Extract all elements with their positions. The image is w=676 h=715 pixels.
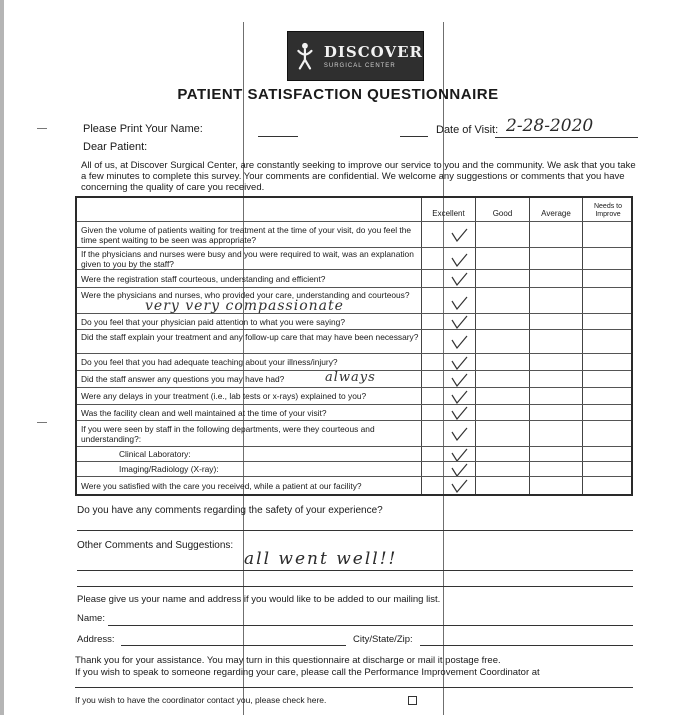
name-line-end xyxy=(400,136,428,137)
intro-paragraph: All of us, at Discover Surgical Center, are constantly seeking to improve our service to you and the community. We ask that you take a few minutes to complete this survey. Your comments are confidential. We welcome any suggestions or comments that you have concerning the quality of care you received. xyxy=(81,160,636,193)
checkmark-icon[interactable] xyxy=(450,315,468,329)
mail-name-label: Name: xyxy=(77,613,105,624)
question-row xyxy=(77,387,631,405)
phone-line[interactable] xyxy=(75,687,633,688)
question-text: Imaging/Radiology (X-ray): xyxy=(119,464,219,474)
logo xyxy=(287,31,424,81)
question-row xyxy=(77,221,631,248)
logo-tagline: SURGICAL CENTER xyxy=(323,63,396,69)
margin-mark xyxy=(37,128,47,129)
col-header-average: Average xyxy=(541,209,571,218)
name-label: Please Print Your Name: xyxy=(83,123,203,135)
checkmark-icon[interactable] xyxy=(450,406,468,420)
row-comment: very very compassionate xyxy=(145,298,344,314)
question-text: If the physicians and nurses were busy and you were required to wait, was an explanation given to you by the staff? xyxy=(81,249,414,269)
address-label: Address: xyxy=(77,634,115,645)
question-text: Did the staff answer any questions you may have had? xyxy=(81,374,285,384)
question-text: Were the physicians and nurses, who provided your care, understanding and courteous? xyxy=(81,290,410,300)
contact-checkbox[interactable] xyxy=(408,696,417,705)
checkmark-icon[interactable] xyxy=(450,427,468,441)
checkmark-icon[interactable] xyxy=(450,390,468,404)
question-text: Clinical Laboratory: xyxy=(119,449,191,459)
checkmark-icon[interactable] xyxy=(450,335,468,349)
address-line[interactable] xyxy=(121,645,346,646)
question-text: Were the registration staff courteous, understanding and efficient? xyxy=(81,274,326,284)
city-label: City/State/Zip: xyxy=(353,634,413,645)
checkmark-icon[interactable] xyxy=(450,448,468,462)
question-text: Were you satisfied with the care you received, while a patient at our facility? xyxy=(81,481,362,491)
question-row-sub xyxy=(77,446,631,462)
question-row xyxy=(77,329,631,354)
question-row xyxy=(77,269,631,288)
checkmark-icon[interactable] xyxy=(450,479,468,493)
comments-line[interactable] xyxy=(77,586,633,587)
mailing-text: Please give us your name and address if you would like to be added to our mailing list. xyxy=(77,594,441,605)
figure-logo-icon xyxy=(294,35,316,77)
question-row xyxy=(77,476,631,495)
question-row xyxy=(77,420,631,447)
col-header-needs-improve: Needs to Improve xyxy=(593,203,623,218)
col-header-excellent: Excellent xyxy=(432,209,465,218)
question-row xyxy=(77,370,631,388)
checkmark-icon[interactable] xyxy=(450,463,468,477)
question-text: Do you feel that your physician paid attention to what you were saying? xyxy=(81,317,345,327)
checkmark-icon[interactable] xyxy=(450,296,468,310)
question-text: Were any delays in your treatment (i.e., lab tests or x-rays) explained to you? xyxy=(81,391,367,401)
safety-question: Do you have any comments regarding the safety of your experience? xyxy=(77,505,383,516)
question-row xyxy=(77,247,631,270)
checkmark-icon[interactable] xyxy=(450,228,468,242)
question-text: Do you feel that you had adequate teaching about your illness/injury? xyxy=(81,357,338,367)
date-value: 2-28-2020 xyxy=(506,116,594,136)
date-line[interactable] xyxy=(495,137,638,138)
name-line[interactable] xyxy=(258,136,298,137)
checkmark-icon[interactable] xyxy=(450,253,468,267)
comments-line[interactable] xyxy=(77,570,633,571)
mail-name-line[interactable] xyxy=(108,625,633,626)
question-row-sub xyxy=(77,461,631,477)
logo-name: DISCOVER xyxy=(323,43,423,61)
question-row xyxy=(77,404,631,421)
checkmark-icon[interactable] xyxy=(450,356,468,370)
other-comments-label: Other Comments and Suggestions: xyxy=(77,540,234,551)
ratings-table xyxy=(75,196,633,496)
checkmark-icon[interactable] xyxy=(450,272,468,286)
speak-text: If you wish to speak to someone regarding your care, please call the Performance Improvement Coordinator at xyxy=(75,667,540,678)
question-row xyxy=(77,313,631,330)
question-text: Did the staff explain your treatment and any follow-up care that may have been necessary? xyxy=(81,332,419,342)
row-comment: always xyxy=(325,370,376,385)
thanks-text: Thank you for your assistance. You may turn in this questionnaire at discharge or mail it postage free. xyxy=(75,655,501,666)
other-comments-value: all went well!! xyxy=(244,549,398,569)
check-text: If you wish to have the coordinator contact you, please check here. xyxy=(75,695,327,705)
question-row xyxy=(77,353,631,371)
checkmark-icon[interactable] xyxy=(450,373,468,387)
margin-mark xyxy=(37,422,47,423)
greeting: Dear Patient: xyxy=(83,141,148,153)
page-title: PATIENT SATISFACTION QUESTIONNAIRE xyxy=(177,86,499,103)
safety-answer-line[interactable] xyxy=(77,530,633,531)
question-text: Given the volume of patients waiting for treatment at the time of your visit, do you feel the time spent waiting to be seen was appropriate? xyxy=(81,225,412,245)
date-label: Date of Visit: xyxy=(436,124,499,136)
col-header-good: Good xyxy=(492,209,513,218)
question-text: If you were seen by staff in the following departments, were they courteous and understanding?: xyxy=(81,424,375,444)
question-row xyxy=(77,287,631,314)
city-line[interactable] xyxy=(420,645,633,646)
scan-edge xyxy=(0,0,4,715)
question-text: Was the facility clean and well maintained at the time of your visit? xyxy=(81,408,327,418)
